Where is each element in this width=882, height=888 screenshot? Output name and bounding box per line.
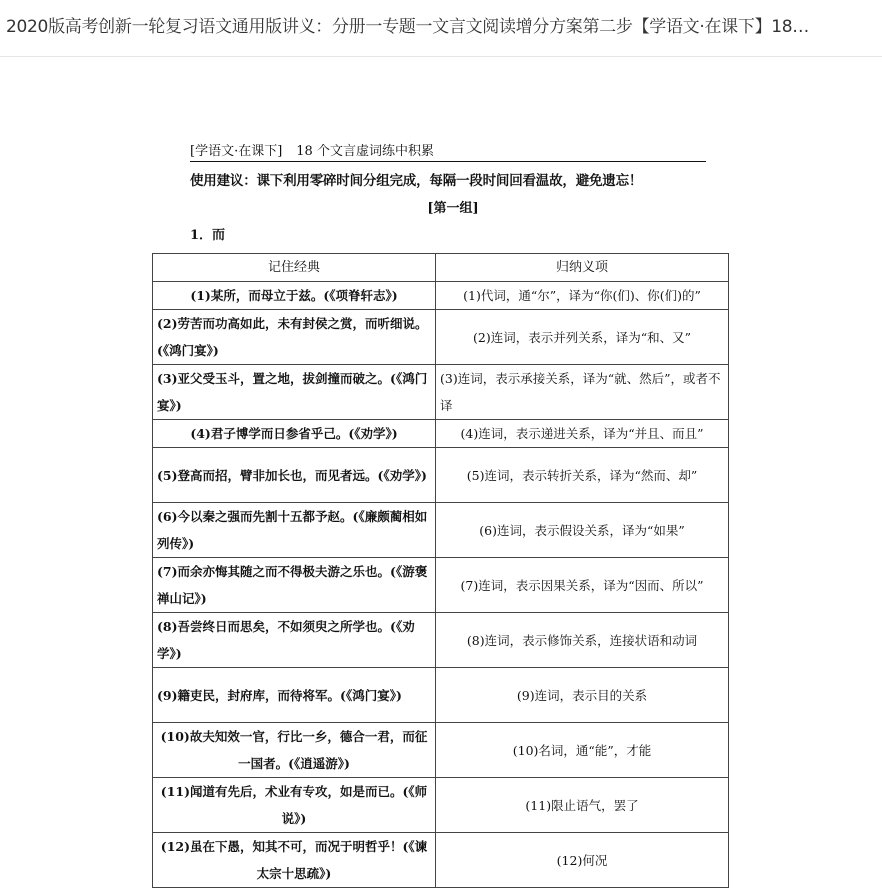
document-title[interactable]: 2020版高考创新一轮复习语文通用版讲义：分册一专题一文言文阅读增分方案第二步【学语文·在课下】18…	[6, 17, 809, 37]
meaning-cell	[436, 310, 729, 365]
example-cell: (1)某所，而母立于兹。(《项脊轩志》)	[153, 282, 436, 310]
usage-tip: 使用建议：课下利用零碎时间分组完成，每隔一段时间回看温故，避免遗忘！	[190, 173, 643, 189]
example-cell: (4)君子博学而日参省乎己。(《劝学》)	[153, 420, 436, 448]
meaning-cell	[436, 503, 729, 558]
meaning-text: (8)连词，表示修饰关系，连接状语和动词	[466, 632, 698, 648]
meaning-cell	[436, 778, 729, 833]
example-cell: (11)闻道有先后，术业有专攻，如是而已。(《师说》)	[153, 778, 436, 833]
example-cell: (6)今以秦之强而先割十五都予赵。(《廉颇蔺相如列传》)	[153, 503, 436, 558]
table-row	[153, 365, 729, 420]
group-title: [第一组]	[427, 201, 479, 216]
meaning-text: (10)名词，通“能”，才能	[512, 742, 652, 758]
meaning-cell	[436, 448, 729, 503]
section-heading-text: 18 个文言虚词练中积累	[296, 144, 434, 159]
meaning-cell	[436, 365, 729, 420]
meaning-cell	[436, 613, 729, 668]
table-row	[153, 310, 729, 365]
meaning-cell	[436, 420, 729, 448]
meaning-text: (9)连词，表示目的关系	[516, 687, 648, 703]
example-cell: (8)吾尝终日而思矣，不如须臾之所学也。(《劝学》)	[153, 613, 436, 668]
example-cell: (7)而余亦悔其随之而不得极夫游之乐也。(《游褒禅山记》)	[153, 558, 436, 613]
meaning-cell	[436, 833, 729, 888]
example-cell: (3)亚父受玉斗，置之地，拔剑撞而破之。(《鸿门宴》)	[153, 365, 436, 420]
column-header-meanings: 归纳义项	[436, 254, 729, 282]
table-row	[153, 448, 729, 503]
table-row	[153, 282, 729, 310]
meaning-text: (1)代词，通“尔”，译为“你(们)、你(们)的”	[463, 288, 701, 303]
table-row	[153, 503, 729, 558]
meaning-text: (12)何况	[556, 852, 608, 868]
meaning-text: (3)连词，表示承接关系，译为“就、然后”，或者不译	[440, 371, 721, 413]
table-header-row	[153, 254, 729, 282]
meaning-text: (11)限止语气，罢了	[525, 797, 639, 813]
entries-table	[152, 253, 729, 888]
word-title: 1．而	[190, 228, 226, 243]
meaning-cell	[436, 282, 729, 310]
page-header	[0, 0, 882, 57]
example-cell: (5)登高而招，臂非加长也，而见者远。(《劝学》)	[153, 448, 436, 503]
example-cell: (12)虽在下愚，知其不可，而况于明哲乎！(《谏太宗十思疏》)	[153, 833, 436, 888]
example-cell: (10)故夫知效一官，行比一乡，德合一君，而征一国者。(《逍遥游》)	[153, 723, 436, 778]
meaning-text: (4)连词，表示递进关系，译为“并且、而且”	[460, 426, 704, 441]
table-row	[153, 723, 729, 778]
meaning-text: (2)连词，表示并列关系，译为“和、又”	[473, 329, 691, 345]
table-row	[153, 558, 729, 613]
table-row	[153, 420, 729, 448]
meaning-cell	[436, 723, 729, 778]
section-tag: [学语文·在课下]	[190, 144, 283, 159]
table-row	[153, 778, 729, 833]
table-row	[153, 668, 729, 723]
table-body	[153, 282, 729, 888]
meaning-text: (6)连词，表示假设关系，译为“如果”	[479, 522, 685, 538]
meaning-cell	[436, 668, 729, 723]
meaning-text: (5)连词，表示转折关系，译为“然而、却”	[466, 467, 698, 483]
section-heading	[190, 143, 706, 162]
example-cell: (9)籍吏民，封府库，而待将军。(《鸿门宴》)	[153, 668, 436, 723]
column-header-examples: 记住经典	[153, 254, 436, 282]
example-cell: (2)劳苦而功高如此，未有封侯之赏，而听细说。(《鸿门宴》)	[153, 310, 436, 365]
meaning-text: (7)连词，表示因果关系，译为“因而、所以”	[460, 577, 704, 593]
table-row	[153, 833, 729, 888]
table-row	[153, 613, 729, 668]
meaning-cell	[436, 558, 729, 613]
